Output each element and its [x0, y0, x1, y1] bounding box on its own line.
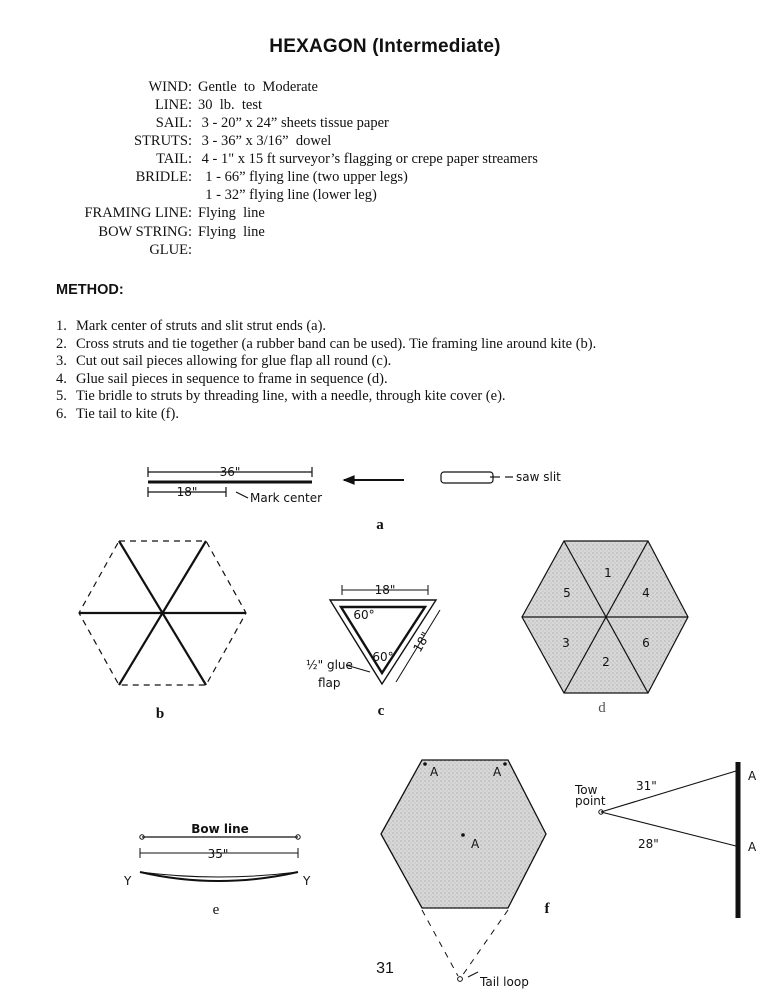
fig-d-caption: d — [598, 700, 606, 716]
bridle-point-a1: A — [748, 769, 757, 783]
fig-f-point-a1: A — [430, 765, 439, 779]
step-text: Mark center of struts and slit strut ends (a). — [76, 318, 327, 334]
fig-e-end-right: Y — [303, 874, 311, 888]
step-number: 3. — [56, 353, 67, 370]
figure-bridle — [599, 762, 738, 918]
fig-c-glue-1: ½" glue — [306, 658, 353, 672]
fig-a-mark-label: Mark center — [250, 491, 323, 505]
fig-d-sector-1: 1 — [604, 566, 612, 580]
step-number: 4. — [56, 370, 67, 387]
page-number: 31 — [376, 960, 394, 977]
fig-f-point-a2: A — [493, 765, 502, 779]
fig-d-sector-2: 2 — [602, 655, 610, 669]
step-text: Tie bridle to struts by threading line, with a needle, through kite cover (e). — [76, 388, 506, 405]
step-number: 2. — [56, 335, 67, 352]
material-label: FRAMING LINE: — [84, 205, 192, 221]
fig-a-length-total: 36" — [219, 465, 241, 479]
step-number: 6. — [56, 405, 67, 422]
material-label: GLUE: — [149, 242, 192, 258]
fig-d-sector-6: 6 — [642, 636, 650, 650]
material-label: TAIL: — [156, 151, 192, 167]
fig-e-end-left: Y — [124, 874, 132, 888]
material-value: 30 lb. test — [198, 97, 263, 113]
fig-f-point-a3: A — [471, 837, 480, 851]
fig-e-length: 35" — [207, 847, 229, 861]
material-label: WIND: — [148, 79, 192, 95]
fig-c-angle-bottom: 60° — [372, 650, 394, 664]
fig-c-side: 18" — [374, 583, 396, 597]
fig-c-side-diag: 18" — [410, 629, 433, 655]
material-value: Gentle to Moderate — [198, 79, 318, 95]
figure-d — [522, 541, 688, 693]
material-label: SAIL: — [155, 115, 192, 131]
figure-f — [381, 760, 546, 981]
fig-e-caption: e — [212, 902, 220, 918]
material-value: 1 - 32” flying line (lower leg) — [198, 187, 377, 203]
figure-b — [79, 541, 246, 685]
fig-d-sector-4: 4 — [642, 586, 650, 600]
material-label: STRUTS: — [133, 133, 192, 149]
material-value: 1 - 66” flying line (two upper legs) — [198, 169, 408, 185]
material-value: 3 - 20” x 24” sheets tissue paper — [198, 115, 389, 131]
material-label: LINE: — [154, 97, 192, 113]
step-text: Cut out sail pieces allowing for glue flap all round (c). — [76, 353, 392, 370]
fig-a-length-half: 18" — [176, 485, 198, 499]
material-value: Flying line — [198, 224, 265, 240]
fig-d-sector-3: 3 — [562, 636, 570, 650]
figure-a — [148, 467, 513, 498]
fig-f-tail-loop: Tail loop — [480, 975, 529, 989]
material-value: Flying line — [198, 205, 265, 221]
step-text: Tie tail to kite (f). — [76, 405, 179, 422]
material-value: 4 - 1" x 15 ft surveyor’s flagging or crepe paper streamers — [198, 151, 538, 167]
step-number: 5. — [56, 388, 67, 405]
fig-a-slit-label: saw slit — [516, 470, 561, 484]
fig-c-caption: c — [377, 703, 385, 719]
material-label: BRIDLE: — [135, 169, 192, 185]
material-label: BOW STRING: — [98, 224, 192, 240]
fig-c-glue-2: flap — [318, 676, 341, 690]
page-title: HEXAGON (Intermediate) — [269, 36, 501, 57]
step-number: 1. — [56, 318, 67, 334]
bridle-upper-length: 31" — [636, 779, 657, 793]
fig-e-bow-line: Bow line — [191, 822, 249, 836]
fig-f-caption: f — [544, 901, 550, 917]
bridle-point-a2: A — [748, 840, 757, 854]
fig-c-angle-top: 60° — [353, 608, 375, 622]
material-value: 3 - 36” x 3/16” dowel — [198, 133, 332, 149]
bridle-lower-length: 28" — [638, 837, 659, 851]
method-heading: METHOD: — [56, 282, 124, 298]
fig-d-sector-5: 5 — [563, 586, 571, 600]
step-text: Glue sail pieces in sequence to frame in sequence (d). — [76, 370, 388, 387]
fig-a-caption: a — [376, 517, 384, 533]
step-text: Cross struts and tie together (a rubber band can be used). Tie framing line around kite (b). — [76, 335, 597, 352]
bridle-tow-2: point — [575, 794, 606, 808]
bridle-tow-1: Tow — [575, 783, 598, 797]
fig-b-caption: b — [155, 706, 165, 722]
